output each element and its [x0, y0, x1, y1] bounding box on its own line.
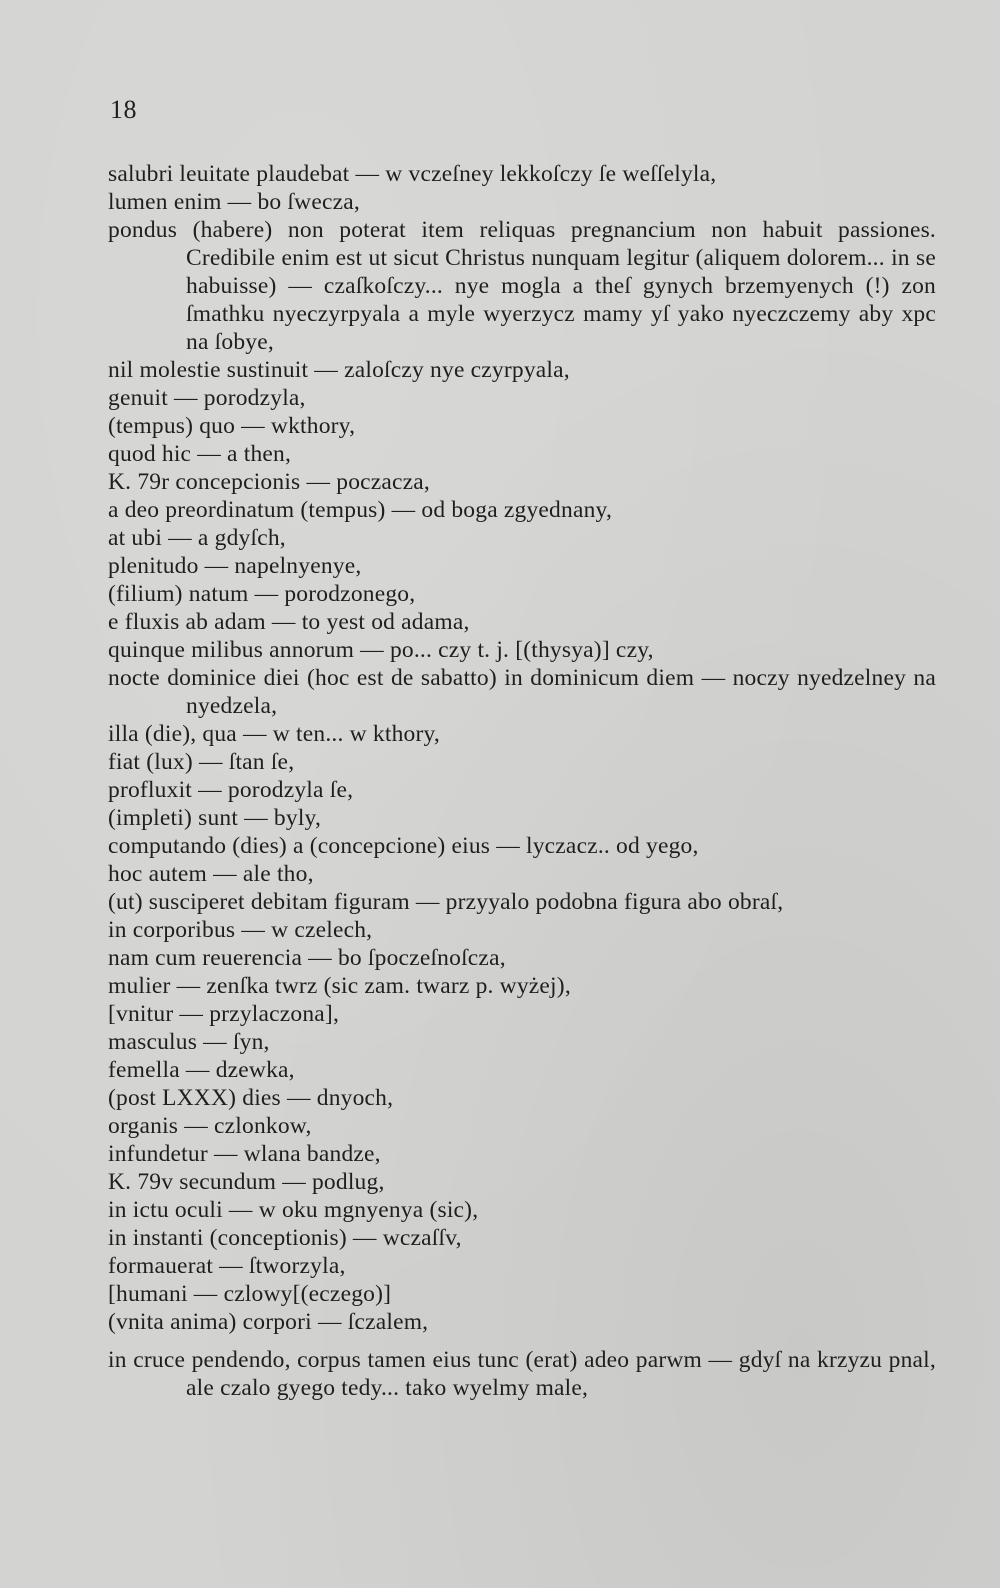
- entry-line: illa (die), qua — w ten... w kthory,: [108, 721, 440, 747]
- entry-line: nam cum reuerencia — bo ſpoczeſnoſcza,: [108, 945, 506, 971]
- entry-line: (impleti) sunt — byly,: [108, 805, 322, 831]
- entry-line: mulier — zenſka twrz (sic zam. twarz p. wyżej),: [108, 973, 571, 999]
- entry-line: in instanti (conceptionis) — wczaſſv,: [108, 1225, 462, 1251]
- entry-line: nocte dominice diei (hoc est de sabatto) in dominicum diem — noczy nyedzelney na nyedzela,: [108, 665, 936, 719]
- entry-line: in cruce pendendo, corpus tamen eius tunc (erat) adeo parwm — gdyſ na krzyzu pnal, ale czalo gyego tedy... tako wyelmy male,: [108, 1347, 936, 1401]
- glossary-entries: [108, 160, 936, 1402]
- entry-line: organis — czlonkow,: [108, 1113, 312, 1139]
- entry-line: (tempus) quo — wkthory,: [108, 413, 356, 439]
- entry-line: a deo preordinatum (tempus) — od boga zgyednany,: [108, 497, 613, 523]
- entry-line: in corporibus — w czelech,: [108, 917, 373, 943]
- page-number: 18: [110, 95, 137, 124]
- entry-line: fiat (lux) — ſtan ſe,: [108, 749, 295, 775]
- entry-line: (filium) natum — porodzonego,: [108, 581, 416, 607]
- entry-line: femella — dzewka,: [108, 1057, 295, 1083]
- entry-line: nil molestie sustinuit — zaloſczy nye czyrpyala,: [108, 357, 570, 383]
- entry-line: (vnita anima) corpori — ſczalem,: [108, 1309, 429, 1335]
- entry-line: e fluxis ab adam — to yest od adama,: [108, 609, 470, 635]
- entry-line: plenitudo — napelnyenye,: [108, 553, 362, 579]
- entry-line: (ut) susciperet debitam figuram — przyyalo podobna figura abo obraſ,: [108, 889, 784, 915]
- entry-line: infundetur — wlana bandze,: [108, 1141, 381, 1167]
- entry-line: at ubi — a gdyſch,: [108, 525, 286, 551]
- entry-line: (post LXXX) dies — dnyoch,: [108, 1085, 394, 1111]
- entry-line: computando (dies) a (concepcione) eius — lyczacz.. od yego,: [108, 833, 699, 859]
- entry-line: genuit — porodzyla,: [108, 385, 306, 411]
- entry-line: quod hic — a then,: [108, 441, 292, 467]
- entry-line: K. 79v secundum — podlug,: [108, 1169, 385, 1195]
- entry-line: [humani — czlowy[(eczego)]: [108, 1281, 392, 1307]
- entry-line: quinque milibus annorum — po... czy t. j. [(thysya)] czy,: [108, 637, 654, 663]
- entry-line: lumen enim — bo ſwecza,: [108, 189, 360, 215]
- entry-line: salubri leuitate plaudebat — w vczeſney lekkoſczy ſe weſſelyla,: [108, 161, 717, 187]
- entry-line: [vnitur — przylaczona],: [108, 1001, 340, 1027]
- entry-line: pondus (habere) non poterat item reliquas pregnancium non habuit passiones. Credibile enim est ut sicut Christus nunquam legitur (aliquem dolorem... in se habuisse) — czaſkoſczy... nye mogla a theſ gynych brzemyenych (!) zon ſmathku nyeczyrpyala a myle wyerzycz mamy yſ yako nyeczczemy aby xpc na ſobye,: [108, 217, 936, 355]
- entry-line: profluxit — porodzyla ſe,: [108, 777, 354, 803]
- entry-line: masculus — ſyn,: [108, 1029, 270, 1055]
- entry-line: in ictu oculi — w oku mgnyenya (sic),: [108, 1197, 479, 1223]
- entry-line: hoc autem — ale tho,: [108, 861, 314, 887]
- entry-line: K. 79r concepcionis — poczacza,: [108, 469, 431, 495]
- entry-line: formauerat — ſtworzyla,: [108, 1253, 346, 1279]
